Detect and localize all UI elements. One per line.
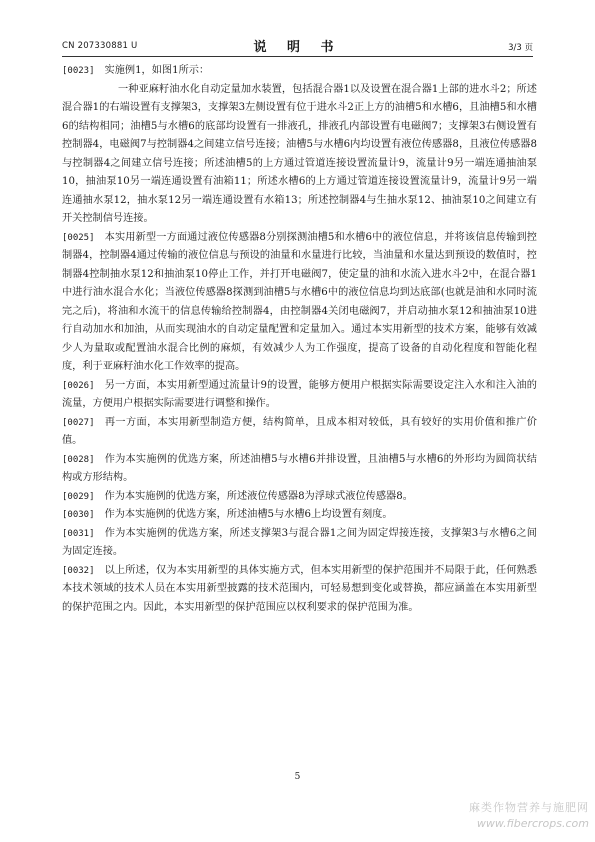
paragraph-number: [0028] — [62, 454, 95, 465]
paragraph-text: 以上所述，仅为本实用新型的具体实施方式，但本实用新型的保护范围并不局限于此，任何熟悉本技术领域的技术人员在本实用新型披露的技术范围内，可轻易想到变化或替换，都应涵盖在本实用新型的保护范围之内。因此，本实用新型的保护范围应以权利要求的保护范围为准。 — [62, 564, 537, 613]
paragraph-0031 — [62, 525, 537, 562]
paragraph-0028 — [62, 451, 537, 488]
paragraph-number: [0031] — [62, 528, 95, 539]
paragraph-0024 — [62, 81, 537, 229]
document-body — [62, 62, 537, 617]
paragraph-number: [0025] — [62, 232, 95, 243]
paragraph-text: 作为本实施例的优选方案，所述液位传感器8为浮球式液位传感器8。 — [104, 490, 413, 502]
paragraph-number: [0023] — [62, 66, 95, 76]
page-number: 5 — [294, 772, 301, 782]
page-count: 3/3 页 — [508, 43, 533, 53]
paragraph-text: 作为本实施例的优选方案，所述支撑架3与混合器1之间为固定焊接连接，支撑架3与水槽6之间为固定连接。 — [62, 527, 537, 557]
paragraph-number: [0030] — [62, 510, 95, 520]
paragraph-number: [0026] — [62, 380, 95, 391]
paragraph-number: [0032] — [62, 565, 95, 576]
paragraph-0026 — [62, 377, 537, 414]
paragraph-number: [0029] — [62, 491, 95, 502]
paragraph-0025 — [62, 229, 537, 377]
paragraph-text: 实施例1，如图1所示： — [104, 65, 210, 76]
paragraph-0023 — [62, 62, 537, 81]
paragraph-text: 再一方面，本实用新型制造方便，结构简单，且成本相对较低，具有较好的实用价值和推广价值。 — [62, 416, 537, 446]
patent-number: CN 207330881 U — [62, 41, 138, 51]
paragraph-0030 — [62, 506, 537, 525]
paragraph-0032 — [62, 562, 537, 618]
site-watermark — [469, 800, 589, 832]
document-title: 说 明 书 — [253, 40, 342, 55]
paragraph-text: 本实用新型一方面通过液位传感器8分别探测油槽5和水槽6中的液位信息，并将该信息传输到控制器4，控制器4通过传输的液位信息与预设的油量和水量进行比较，当油量和水量达到预设的数值时，控制器4控制抽水泵12和抽油泵10停止工作，并打开电磁阀7，使定量的油和水流入进水斗2中，在混合器1中进行油水混合水化；当液位传感器8探测到油槽5与水槽6中的液位信息均到达底部(也就是油和水同时流完之后)，将油和水流干的信息传输给控制器4，由控制器4关闭电磁阀7，并启动抽水泵12和抽油泵10进行自动加水和加油，从而实现油水的自动定量配置和定量加入。通过本实用新型的技术方案，能够有效减少人为量取或配置油水混合比例的麻烦，有效减少人为工作强度，提高了设备的自动化程度和智能化程度，利于亚麻籽油水化工作效率的提高。 — [62, 231, 537, 372]
paragraph-0029 — [62, 488, 537, 507]
paragraph-number: [0027] — [62, 417, 95, 428]
paragraph-text: 一种亚麻籽油水化自动定量加水装置，包括混合器1以及设置在混合器1上部的进水斗2；所述混合器1的右端设置有支撑架3，支撑架3左侧设置有位于进水斗2正上方的油槽5和水槽6，且油槽5和水槽6的结构相同；油槽5与水槽6的底部均设置有一排液孔，排液孔内部设置有电磁阀7；支撑架3右侧设置有控制器4，电磁阀7与控制器4之间建立信号连接；油槽5与水槽6内均设置有液位传感器8，且液位传感器8与控制器4之间建立信号连接；所述油槽5的上方通过管道连接设置流量计9，流量计9另一端连通抽油泵10，抽油泵10另一端连通设置有油箱11；所述水槽6的上方通过管道连接设置流量计9，流量计9另一端连通抽水泵12，抽水泵12另一端连通设置有水箱13；所述控制器4与生抽水泵12、抽油泵10之间建立有开关控制信号连接。 — [62, 83, 537, 224]
watermark-site-name: 麻类作物营养与施肥网 — [469, 801, 589, 814]
document-header — [62, 36, 533, 57]
paragraph-text: 作为本实施例的优选方案，所述油槽5与水槽6上均设置有刻度。 — [104, 509, 393, 520]
paragraph-0027 — [62, 414, 537, 451]
paragraph-text: 作为本实施例的优选方案，所述油槽5与水槽6并排设置，且油槽5与水槽6的外形均为圆筒状结构或方形结构。 — [62, 453, 537, 483]
watermark-url: www.fibercrops.com — [476, 817, 589, 830]
paragraph-text: 另一方面，本实用新型通过流量计9的设置，能够方便用户根据实际需要设定注入水和注入油的流量，方便用户根据实际需要进行调整和操作。 — [62, 379, 537, 409]
